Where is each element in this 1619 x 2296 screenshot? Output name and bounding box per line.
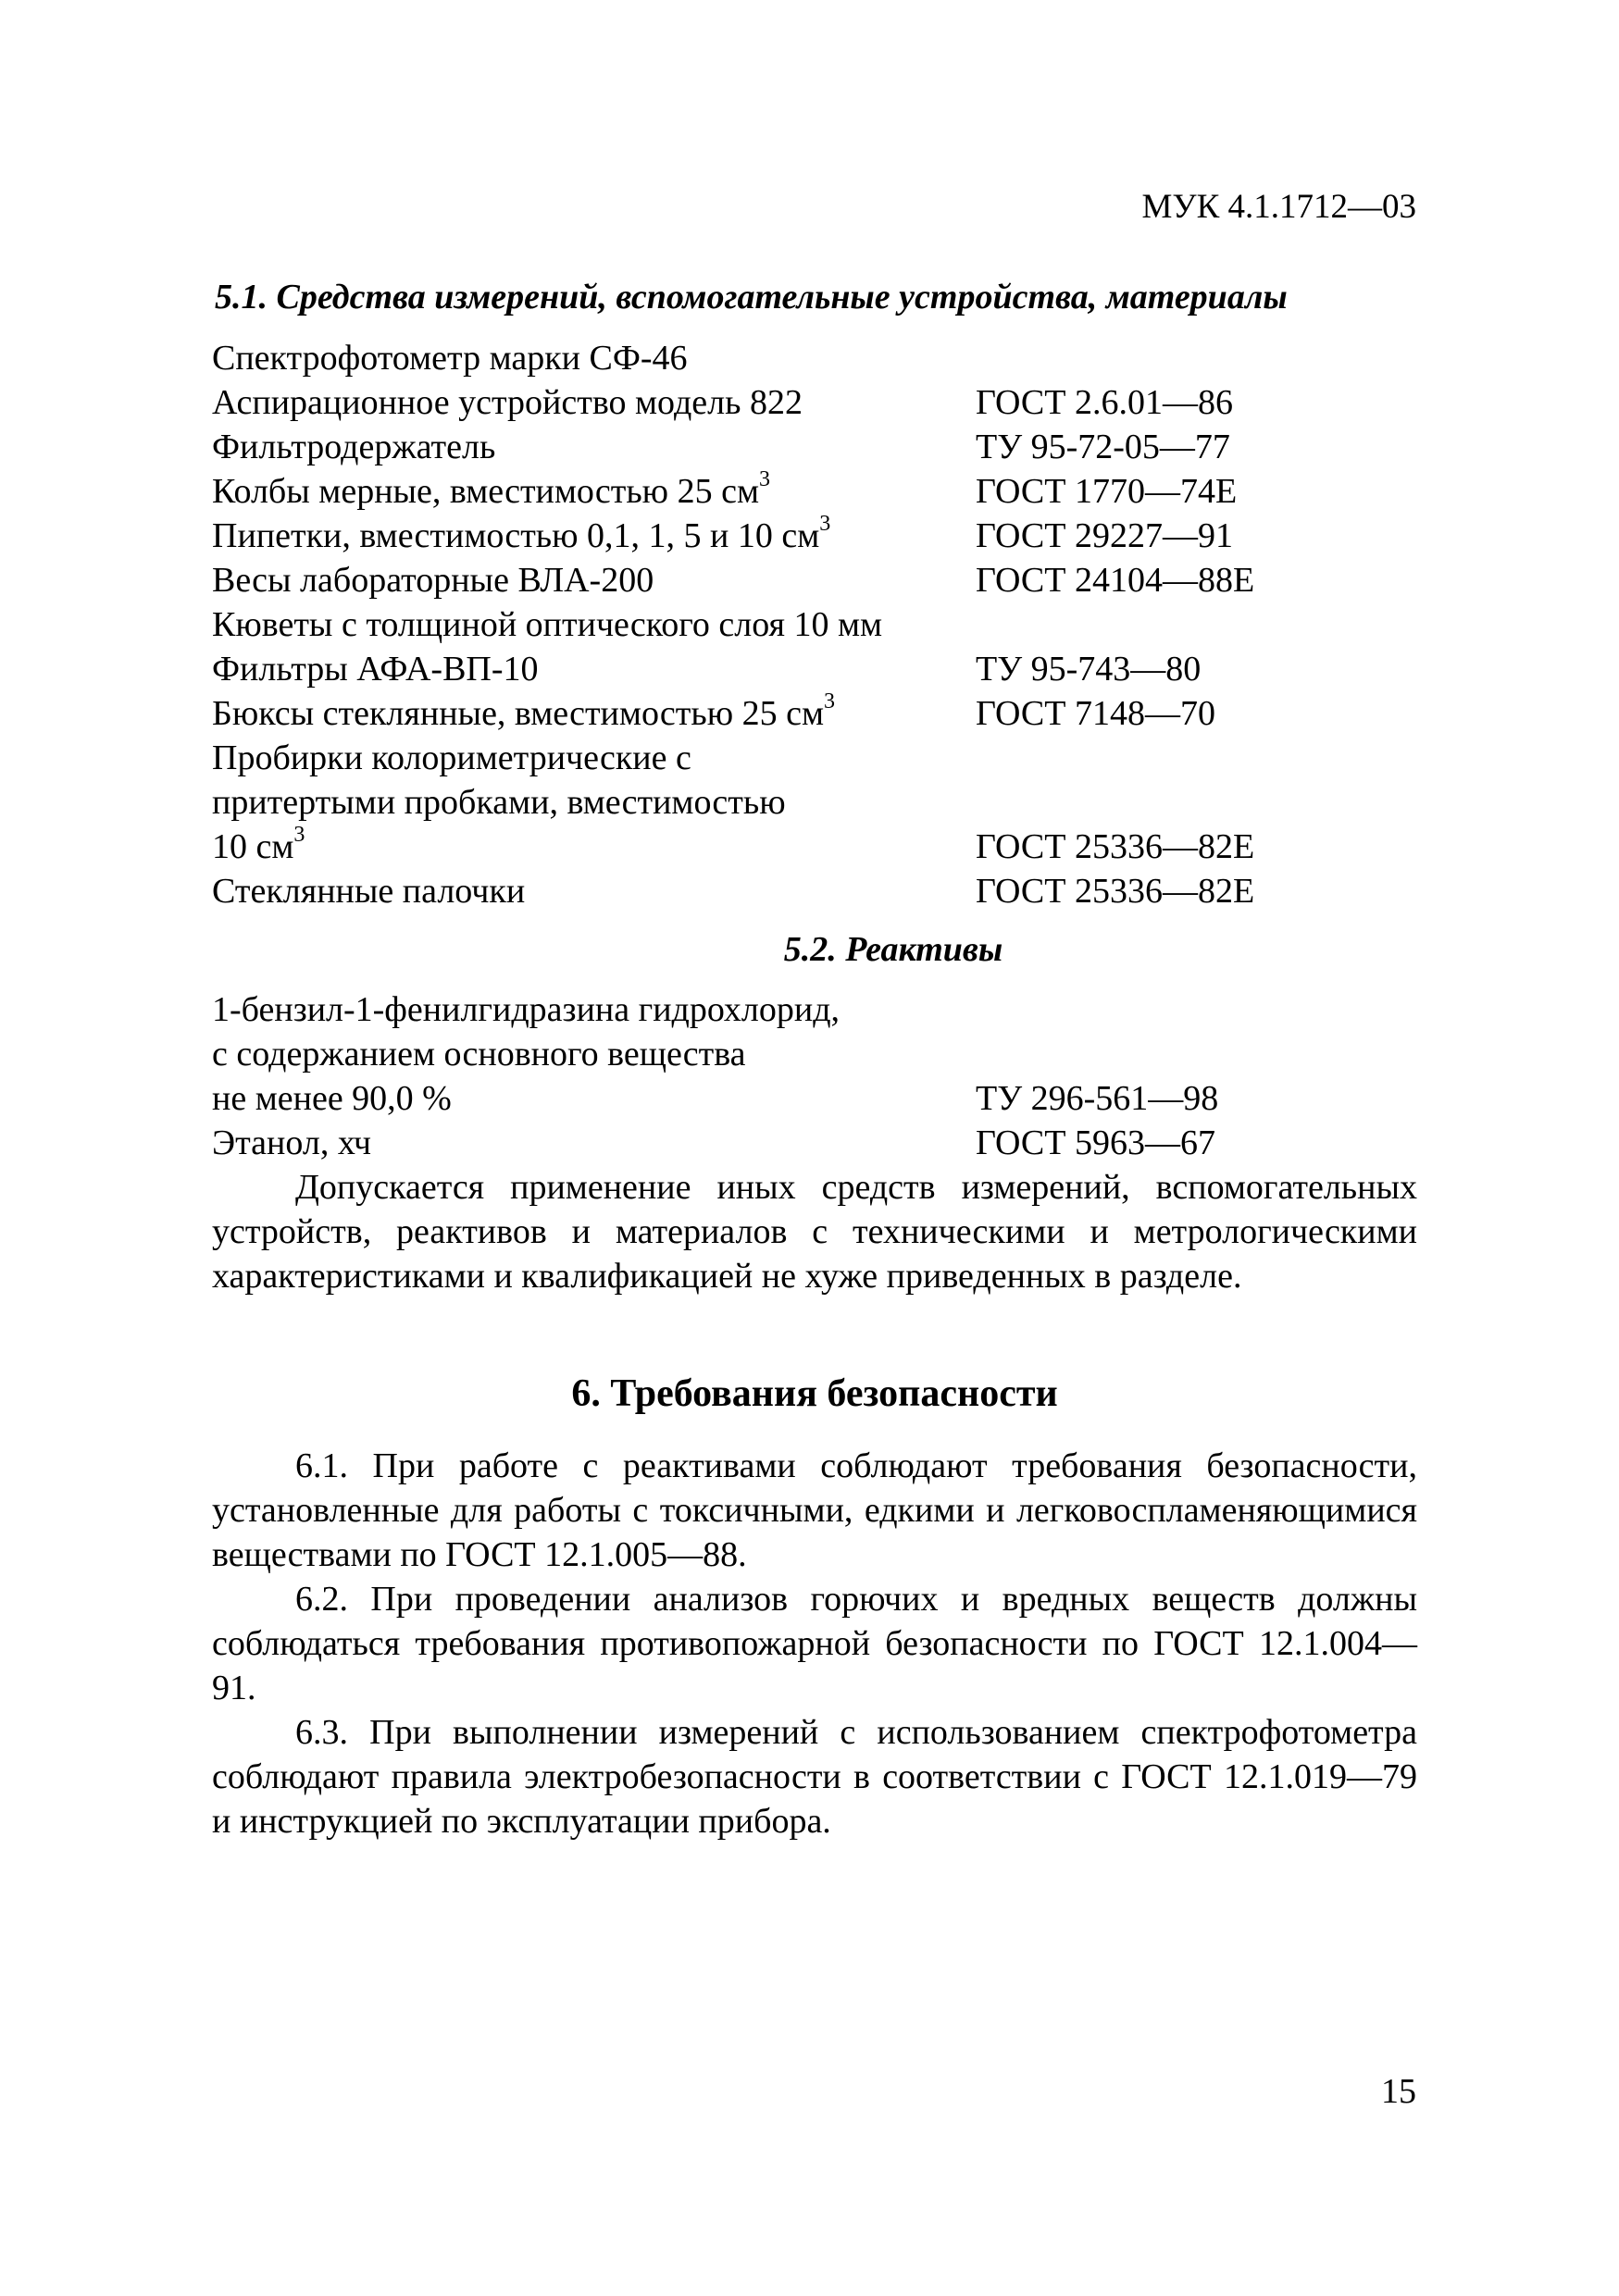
document-code: МУК 4.1.1712—03 (1141, 188, 1416, 226)
item-standard: ГОСТ 29227—91 (976, 516, 1233, 555)
list-item (212, 987, 1434, 1032)
item-name: Колбы мерные, вместимостью 25 см (212, 472, 759, 511)
list-item (212, 691, 1434, 736)
item-name: Весы лабораторные ВЛА-200 (212, 561, 654, 600)
item-name: Пипетки, вместимостью 0,1, 1, 5 и 10 см (212, 516, 820, 555)
list-item (212, 1121, 1434, 1165)
item-name: Фильтры АФА-ВП-10 (212, 650, 539, 689)
item-standard: ТУ 95-743—80 (976, 650, 1202, 689)
list-item (212, 380, 1434, 425)
list-item (212, 1032, 1434, 1076)
paragraph-6-2: 6.2. При проведении анализов горючих и вредных веществ должны соблюдаться требования противопожарной безопасности по ГОСТ 12.1.004—91. (212, 1580, 1417, 1707)
item-standard: ГОСТ 24104—88Е (976, 561, 1255, 600)
section-5-2-title: 5.2. Реактивы (783, 930, 1003, 969)
item-sup: 3 (293, 823, 305, 848)
item-name: притертыми пробками, вместимостью (212, 783, 786, 822)
list-item (212, 736, 1434, 780)
item-standard: ГОСТ 2.6.01—86 (976, 383, 1233, 422)
item-name: 1-бензил-1-фенилгидразина гидрохлорид, (212, 990, 841, 1029)
list-item (212, 825, 1434, 869)
paragraph-6-1: 6.1. При работе с реактивами соблюдают требования безопасности, установленные для работы с токсичными, едкими и легковоспламеняющимися веществами по ГОСТ 12.1.005—88. (212, 1446, 1417, 1574)
page-number: 15 (1381, 2072, 1416, 2111)
paragraph-6-3: 6.3. При выполнении измерений с использованием спектрофотометра соблюдают правила электробезопасности в соответствии с ГОСТ 12.1.019—79 и инструкцией по эксплуатации прибора. (212, 1713, 1417, 1841)
item-name: 10 см (212, 827, 294, 866)
item-name: Фильтродержатель (212, 428, 496, 466)
section-5-1-title: 5.1. Средства измерений, вспомогательные устройства, материалы (215, 278, 1288, 316)
list-item (212, 780, 1434, 825)
item-sup: 3 (819, 512, 831, 537)
item-standard: ТУ 296-561—98 (976, 1079, 1219, 1118)
item-standard: ГОСТ 7148—70 (976, 694, 1215, 733)
item-standard: ГОСТ 1770—74Е (976, 472, 1238, 511)
section-6-heading: 6. Требования безопасности (571, 1372, 1058, 1415)
list-item (212, 647, 1434, 691)
item-standard: ГОСТ 25336—82Е (976, 827, 1255, 866)
list-item (212, 336, 1434, 380)
list-item (212, 602, 1434, 647)
list-item (212, 469, 1434, 514)
item-name: Пробирки колориметрические с (212, 738, 691, 777)
item-name: Этанол, хч (212, 1123, 372, 1162)
list-item (212, 425, 1434, 469)
item-name: Аспирационное устройство модель 822 (212, 383, 803, 422)
list-item (212, 1076, 1434, 1121)
item-name: Спектрофотометр марки СФ-46 (212, 339, 688, 378)
item-standard: ГОСТ 5963—67 (976, 1123, 1215, 1162)
item-standard: ГОСТ 25336—82Е (976, 872, 1255, 911)
item-name: с содержанием основного вещества (212, 1035, 746, 1074)
item-name: не менее 90,0 % (212, 1079, 452, 1118)
item-name: Кюветы с толщиной оптического слоя 10 мм (212, 605, 883, 644)
equipment-list (212, 336, 1434, 913)
item-sup: 3 (824, 689, 835, 714)
list-item (212, 558, 1434, 602)
list-item (212, 514, 1434, 558)
item-sup: 3 (759, 467, 770, 492)
item-name: Стеклянные палочки (212, 872, 526, 911)
list-item (212, 869, 1434, 913)
item-name: Бюксы стеклянные, вместимостью 25 см (212, 694, 824, 733)
reagents-list (212, 987, 1434, 1165)
item-standard: ТУ 95-72-05—77 (976, 428, 1230, 466)
allowance-paragraph: Допускается применение иных средств измерений, вспомогательных устройств, реактивов и материалов с техническими и метрологическими характеристиками и квалификацией не хуже приведенных в разделе. (212, 1168, 1417, 1296)
